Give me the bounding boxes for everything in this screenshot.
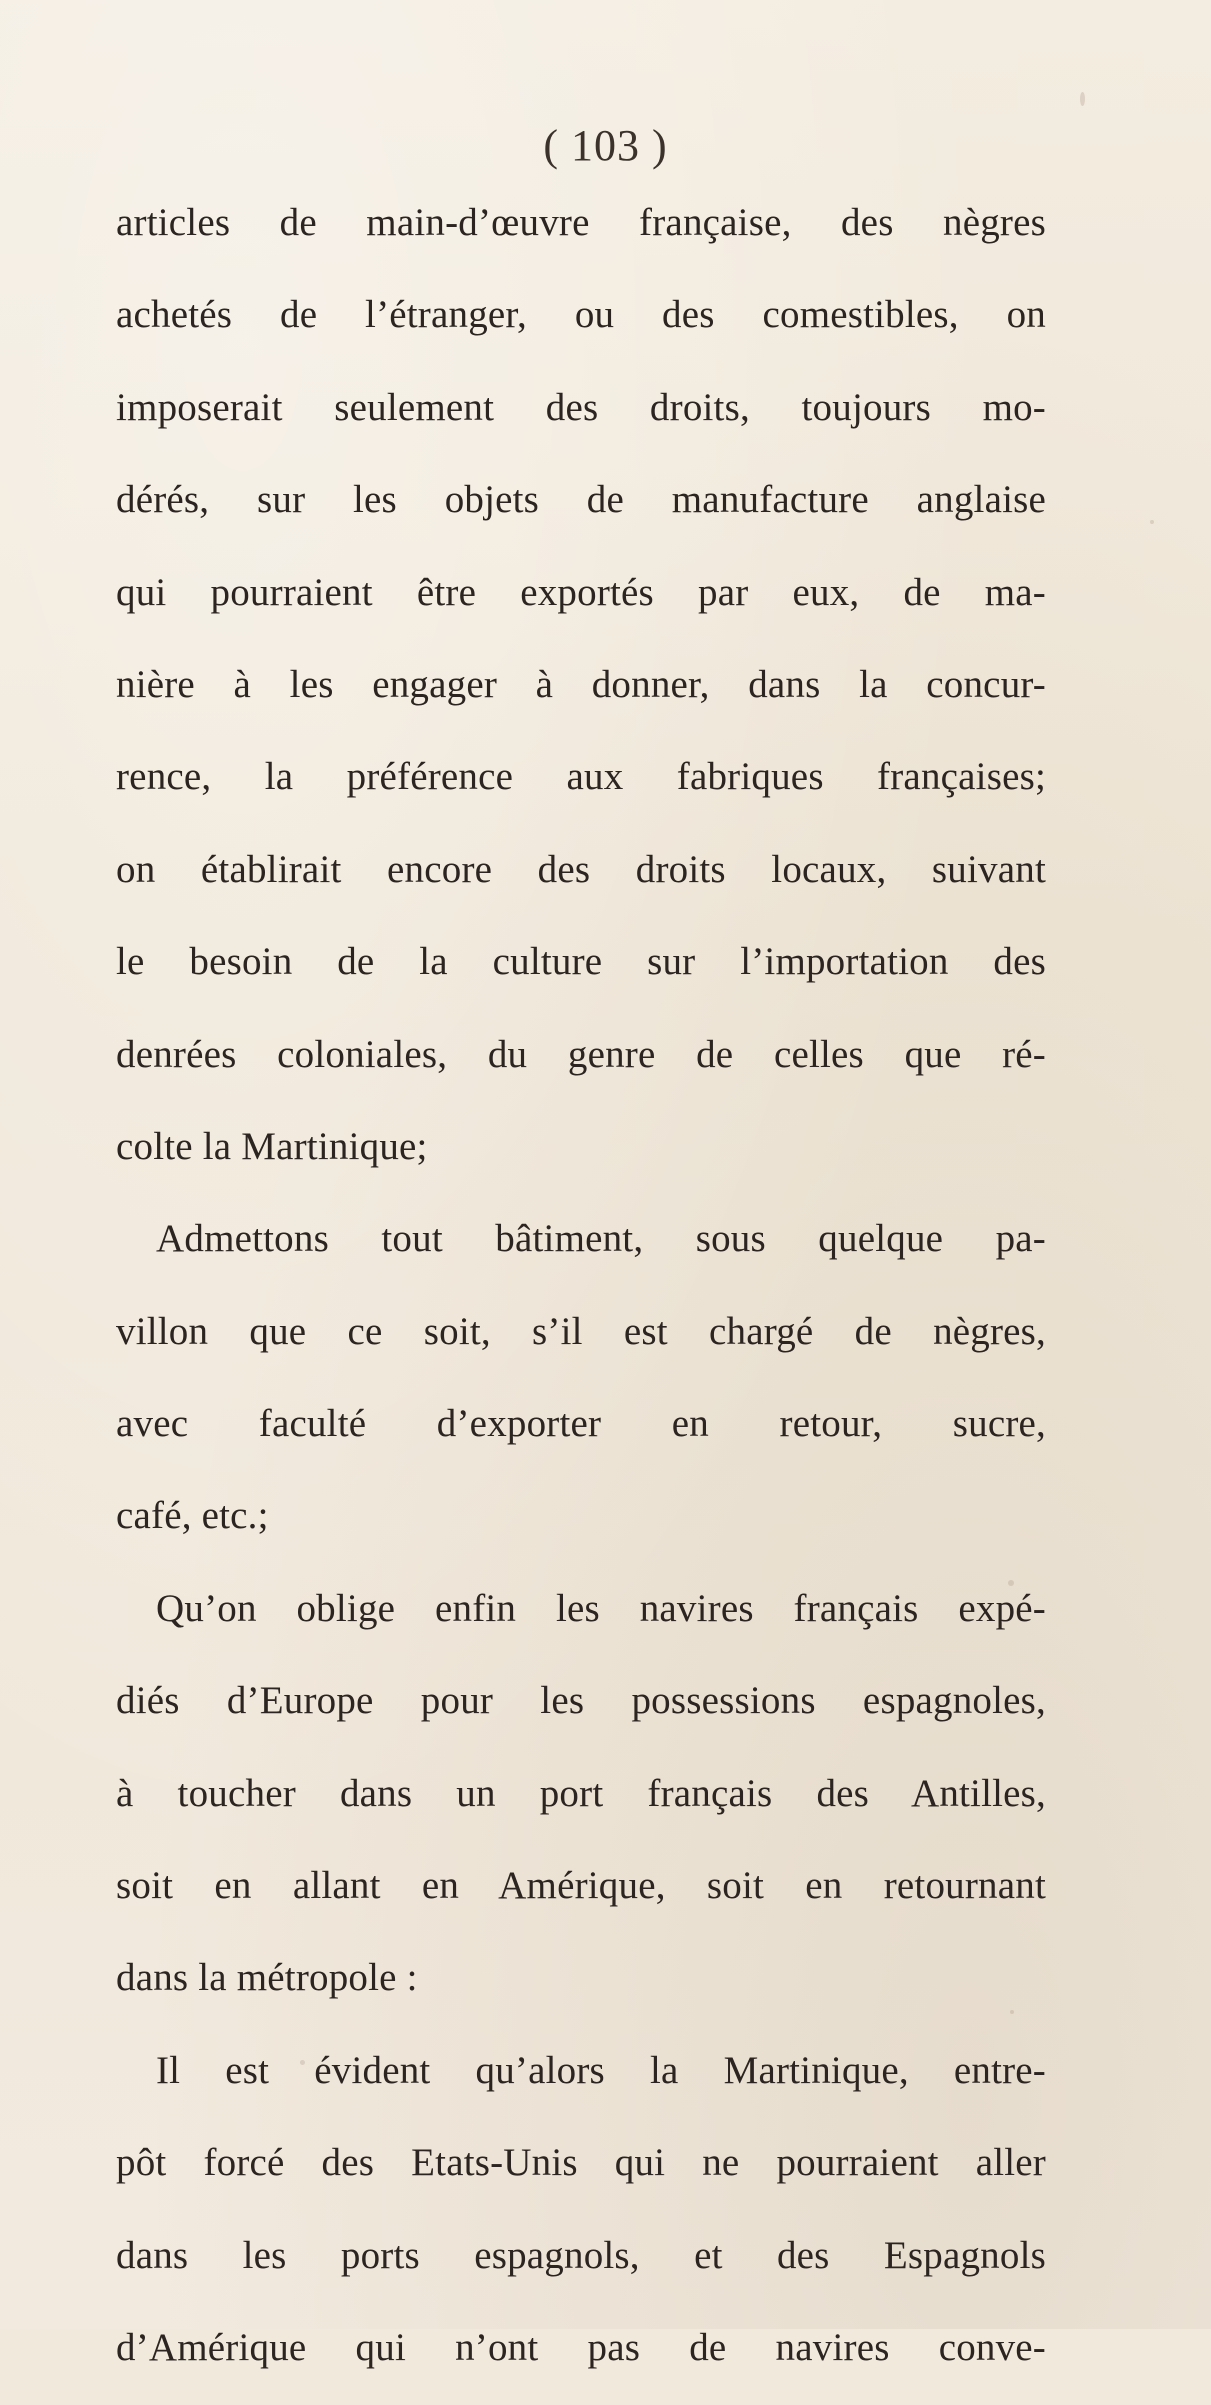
text-line: articles de main-d’œuvre française, des nègres	[116, 201, 1046, 244]
text-line: qui pourraient être exportés par eux, de ma-	[116, 570, 1046, 614]
text-line: dérés, sur les objets de manufacture anglaise	[116, 478, 1046, 522]
text-line: imposerait seulement des droits, toujours mo-	[116, 385, 1046, 429]
text-line: dans la métropole :	[116, 1956, 418, 2000]
text-line: colte la Martinique;	[116, 1124, 428, 1168]
text-line: soit en allant en Amérique, soit en retournant	[116, 1864, 1046, 1908]
paper-speck	[1150, 520, 1154, 524]
text-line: avec faculté d’exporter en retour, sucre,	[116, 1402, 1046, 1446]
paper-speck	[1080, 92, 1085, 106]
text-line: denrées coloniales, du genre de celles que ré-	[116, 1032, 1046, 1076]
text-line: dans les ports espagnols, et des Espagnols	[116, 2233, 1046, 2277]
text-line: achetés de l’étranger, ou des comestibles, on	[116, 293, 1046, 337]
text-line: on établirait encore des droits locaux, suivant	[116, 847, 1046, 891]
text-line: diés d’Europe pour les possessions espagnoles,	[116, 1679, 1046, 1723]
text-line: rence, la préférence aux fabriques françaises;	[116, 755, 1046, 799]
page-number: ( 103 )	[543, 121, 668, 170]
text-line: café, etc.;	[116, 1494, 269, 1538]
text-line: pôt forcé des Etats-Unis qui ne pourraient aller	[116, 2141, 1046, 2185]
text-line: à toucher dans un port français des Antilles,	[116, 1771, 1046, 1815]
text-line: Il est évident qu’alors la Martinique, entre-	[156, 2048, 1046, 2092]
text-line: Admettons tout bâtiment, sous quelque pa-	[156, 1217, 1046, 1261]
text-line: villon que ce soit, s’il est chargé de nègres,	[116, 1309, 1046, 1353]
body-text	[116, 188, 1046, 2405]
text-line: d’Amérique qui n’ont pas de navires conve-	[116, 2325, 1046, 2369]
text-line: le besoin de la culture sur l’importation des	[116, 940, 1046, 984]
text-line: Qu’on oblige enfin les navires français expé-	[156, 1586, 1046, 1630]
text-line: nière à les engager à donner, dans la concur-	[116, 662, 1046, 706]
